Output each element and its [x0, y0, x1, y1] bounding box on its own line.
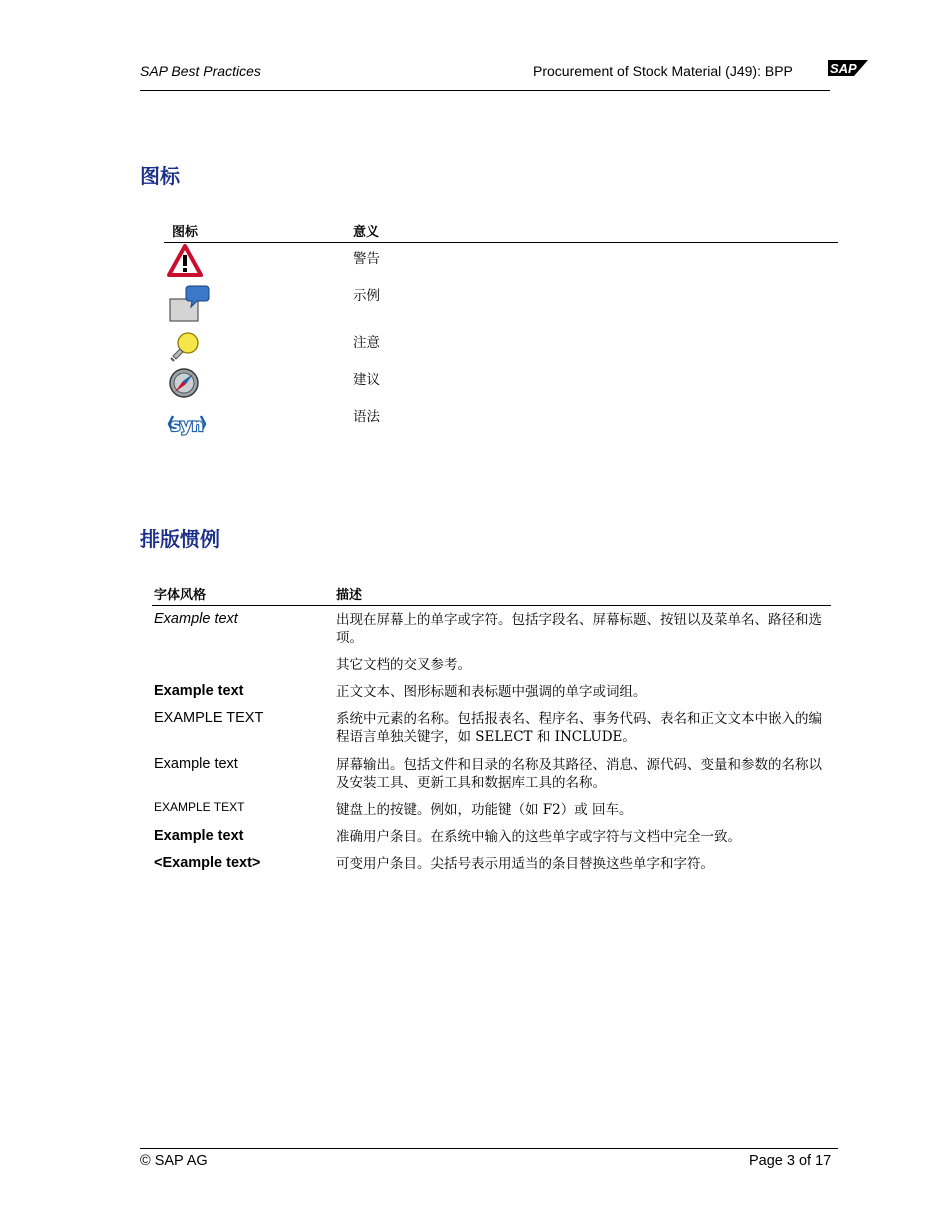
- warning-icon: [167, 244, 203, 284]
- desc-screen-text: 出现在屏幕上的单字或字符。包括字段名、屏幕标题、按钮以及菜单名、路径和选项。: [336, 612, 822, 646]
- conventions-section-title: 排版惯例: [140, 527, 220, 551]
- desc-system-elements: 系统中元素的名称。包括报表名、程序名、事务代码、表名和正文文本中嵌入的编程语言单独关键字，如 SELECT 和 INCLUDE。: [336, 711, 822, 745]
- sap-logo: [828, 58, 870, 78]
- svg-text:SAP: SAP: [830, 61, 857, 76]
- header-title: SAP Best Practices: [140, 63, 261, 79]
- desc-exact-entry: 准确用户条目。在系统中输入的这些单字或字符与文档中完全一致。: [336, 829, 741, 845]
- header-document-name: Procurement of Stock Material (J49): BPP: [533, 63, 793, 79]
- note-icon: [167, 331, 203, 371]
- syntax-icon: [167, 408, 203, 448]
- style-example-exact-entry: Example text: [154, 828, 244, 844]
- conventions-col-desc-header: 描述: [336, 588, 363, 603]
- style-example-italic: Example text: [154, 611, 238, 627]
- desc-emphasis: 正文文本、图形标题和表标题中强调的单字或词组。: [336, 684, 647, 700]
- conventions-col-style-header: 字体风格: [154, 588, 207, 603]
- footer-page-number: Page 3 of 17: [749, 1153, 832, 1169]
- style-example-caps: EXAMPLE TEXT: [154, 710, 264, 726]
- meaning-example: 示例: [353, 288, 380, 304]
- conventions-table-rule: [152, 605, 831, 606]
- desc-keyboard-keys: 键盘上的按键。例如，功能键（如 F2）或 回车。: [336, 802, 633, 818]
- icons-col-meaning-header: 意义: [353, 225, 380, 240]
- footer-rule: [140, 1148, 838, 1149]
- style-example-variable-entry: <Example text>: [154, 855, 261, 871]
- style-example-mono: Example text: [154, 756, 238, 772]
- meaning-recommendation: 建议: [353, 372, 380, 388]
- meaning-syntax: 语法: [353, 409, 380, 425]
- style-example-small-caps: EXAMPLE TEXT: [154, 800, 245, 814]
- style-example-bold: Example text: [154, 683, 244, 699]
- desc-screen-output: 屏幕输出。包括文件和目录的名称及其路径、消息、源代码、变量和参数的名称以及安装工具、更新工具和数据库工具的名称。: [336, 757, 822, 791]
- icons-section-title: 图标: [140, 164, 180, 188]
- header-rule: [140, 90, 830, 91]
- desc-cross-reference: 其它文档的交叉参考。: [336, 657, 471, 673]
- footer-copyright: © SAP AG: [140, 1153, 208, 1169]
- icons-col-icon-header: 图标: [172, 225, 199, 240]
- desc-variable-entry: 可变用户条目。尖括号表示用适当的条目替换这些单字和字符。: [336, 856, 714, 872]
- svg-text:syn: syn: [170, 416, 204, 436]
- icons-table-rule: [164, 242, 838, 243]
- example-icon: [167, 284, 203, 326]
- recommendation-icon: [167, 366, 203, 406]
- meaning-note: 注意: [353, 335, 380, 351]
- meaning-warning: 警告: [353, 251, 380, 267]
